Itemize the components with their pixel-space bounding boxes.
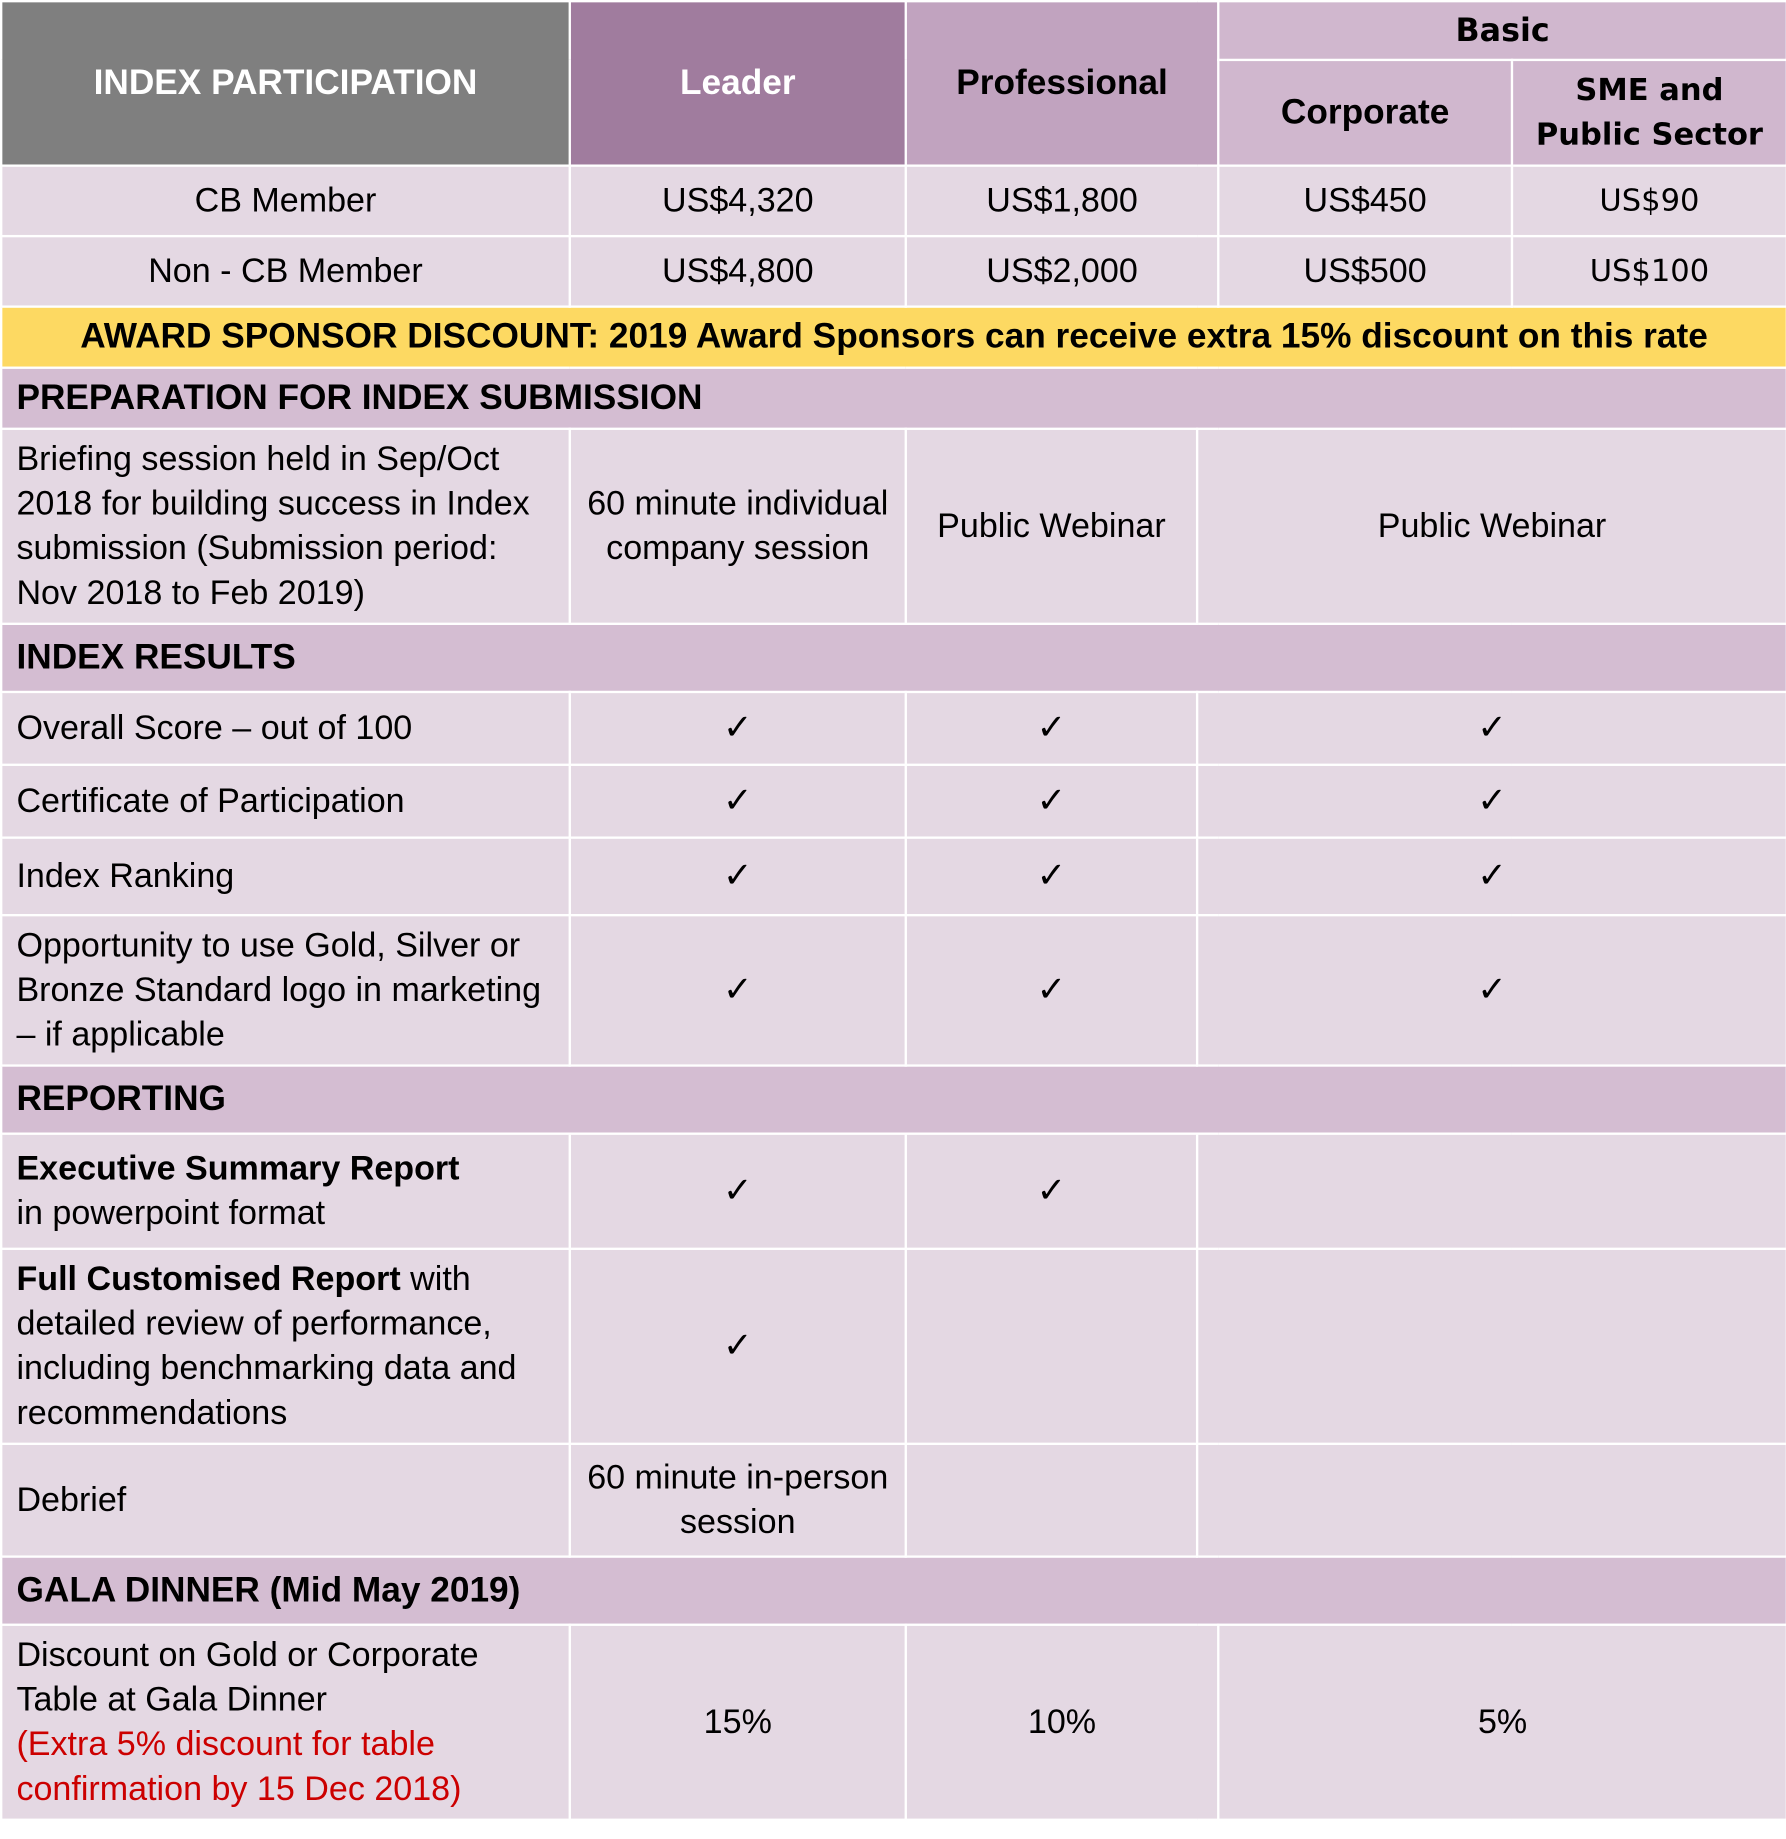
empty-cell <box>1197 1249 1786 1444</box>
check-icon: ✓ <box>906 765 1197 838</box>
professional-briefing-value: Public Webinar <box>906 429 1197 624</box>
table-row <box>1 915 1786 1065</box>
index-participation-header: INDEX PARTICIPATION <box>1 1 570 165</box>
table-row <box>1 1134 1786 1249</box>
table-row <box>1 765 1786 838</box>
check-icon: ✓ <box>570 1134 906 1249</box>
section-heading-index-results: INDEX RESULTS <box>1 624 1786 692</box>
corporate-price: US$500 <box>1218 236 1512 306</box>
table-row <box>1 692 1786 765</box>
table-row <box>1 166 1786 236</box>
result-label: Certificate of Participation <box>1 765 570 838</box>
professional-gala-discount: 10% <box>906 1625 1218 1820</box>
table-row <box>1 429 1786 624</box>
table-row <box>1 838 1786 916</box>
professional-header: Professional <box>906 1 1218 165</box>
section-heading-reporting: REPORTING <box>1 1066 1786 1134</box>
member-type-label: Non - CB Member <box>1 236 570 306</box>
corporate-header: Corporate <box>1218 60 1512 166</box>
check-icon: ✓ <box>570 915 906 1065</box>
full-customised-report-label: Full Customised Report with detailed review of performance, including benchmarking data and recommendations <box>1 1249 570 1444</box>
check-icon: ✓ <box>570 765 906 838</box>
professional-price: US$2,000 <box>906 236 1218 306</box>
basic-briefing-value: Public Webinar <box>1197 429 1786 624</box>
check-icon: ✓ <box>1197 915 1786 1065</box>
leader-price: US$4,800 <box>570 236 906 306</box>
briefing-session-label: Briefing session held in Sep/Oct 2018 for building success in Index submission (Submission period: Nov 2018 to Feb 2019) <box>1 429 570 624</box>
executive-summary-label: Executive Summary Report in powerpoint format <box>1 1134 570 1249</box>
result-label: Opportunity to use Gold, Silver or Bronze Standard logo in marketing – if applicable <box>1 915 570 1065</box>
table-row <box>1 1249 1786 1444</box>
check-icon: ✓ <box>570 1249 906 1444</box>
debrief-label: Debrief <box>1 1444 570 1557</box>
check-icon: ✓ <box>1197 838 1786 916</box>
check-icon: ✓ <box>570 692 906 765</box>
gala-discount-label: Discount on Gold or Corporate Table at Gala Dinner (Extra 5% discount for table confirmation by 15 Dec 2018) <box>1 1625 570 1820</box>
table-row <box>1 1444 1786 1557</box>
sme-price: US$90 <box>1512 166 1786 236</box>
empty-cell <box>906 1444 1197 1557</box>
result-label: Index Ranking <box>1 838 570 916</box>
empty-cell <box>1197 1134 1786 1249</box>
leader-briefing-value: 60 minute individual company session <box>570 429 906 624</box>
section-heading-gala-dinner: GALA DINNER (Mid May 2019) <box>1 1557 1786 1625</box>
check-icon: ✓ <box>570 838 906 916</box>
sme-public-sector-header: SME and Public Sector <box>1512 60 1786 166</box>
sme-price: US$100 <box>1512 236 1786 306</box>
leader-gala-discount: 15% <box>570 1625 906 1820</box>
check-icon: ✓ <box>906 692 1197 765</box>
professional-price: US$1,800 <box>906 166 1218 236</box>
basic-header: Basic <box>1218 1 1786 60</box>
check-icon: ✓ <box>906 915 1197 1065</box>
table-row <box>1 236 1786 306</box>
gala-extra-discount-note: (Extra 5% discount for table confirmation by 15 Dec 2018) <box>16 1725 462 1809</box>
basic-gala-discount: 5% <box>1218 1625 1786 1820</box>
member-type-label: CB Member <box>1 166 570 236</box>
leader-debrief-value: 60 minute in-person session <box>570 1444 906 1557</box>
check-icon: ✓ <box>906 1134 1197 1249</box>
check-icon: ✓ <box>906 838 1197 916</box>
empty-cell <box>1197 1444 1786 1557</box>
check-icon: ✓ <box>1197 765 1786 838</box>
award-sponsor-discount-banner: AWARD SPONSOR DISCOUNT: 2019 Award Sponsors can receive extra 15% discount on this rate <box>1 307 1786 368</box>
result-label: Overall Score – out of 100 <box>1 692 570 765</box>
leader-header: Leader <box>570 1 906 165</box>
table-row <box>1 1625 1786 1820</box>
leader-price: US$4,320 <box>570 166 906 236</box>
corporate-price: US$450 <box>1218 166 1512 236</box>
empty-cell <box>906 1249 1197 1444</box>
section-heading-preparation: PREPARATION FOR INDEX SUBMISSION <box>1 368 1786 429</box>
check-icon: ✓ <box>1197 692 1786 765</box>
